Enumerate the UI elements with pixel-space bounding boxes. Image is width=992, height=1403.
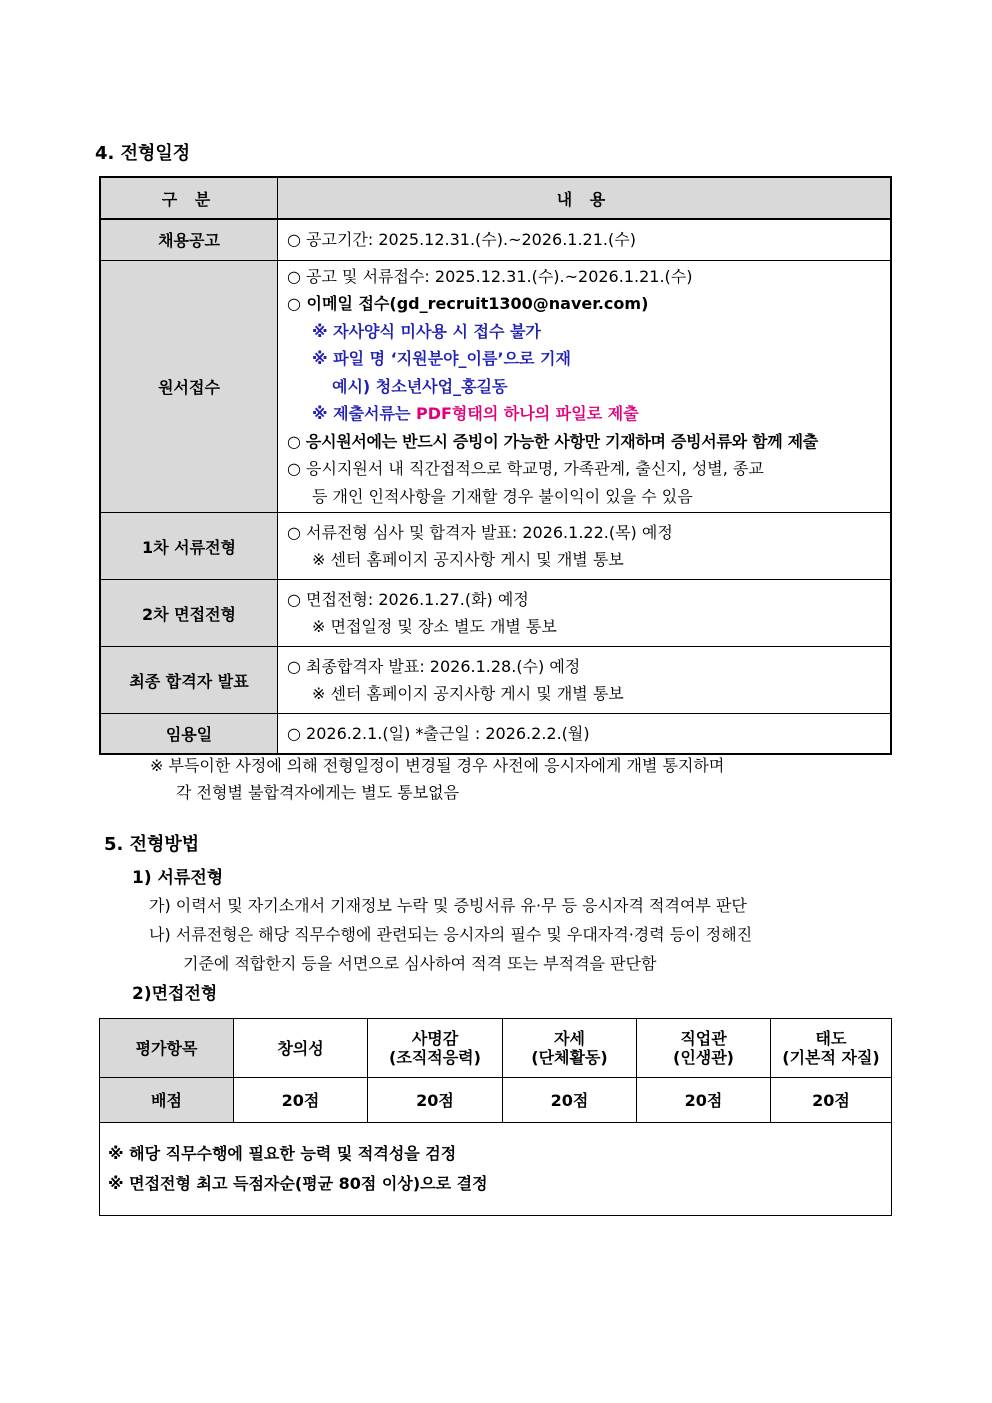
schedule-table <box>99 176 892 755</box>
row-label: 1차 서류전형 <box>100 513 278 580</box>
subsection-interview: 2)면접전형 <box>132 984 218 1004</box>
paragraph-na-cont: 기준에 적합한지 등을 서면으로 심사하여 적격 또는 부적격을 판단함 <box>183 954 657 973</box>
header-cell: 창의성 <box>234 1019 368 1078</box>
table-row <box>100 260 891 513</box>
paragraph-na: 나) 서류전형은 해당 직무수행에 관련되는 응시자의 필수 및 우대자격·경력 등이 정해진 <box>149 925 753 944</box>
schedule-header-category: 구 분 <box>100 177 278 219</box>
section4-title: 4. 전형일정 <box>95 143 191 164</box>
content-line: 등 개인 인적사항을 기재할 경우 불이익이 있을 수 있음 <box>312 486 693 506</box>
header-line: (조직적응력) <box>389 1048 481 1067</box>
header-line: (인생관) <box>673 1048 734 1067</box>
row-content <box>278 580 892 647</box>
row-label: 최종 합격자 발표 <box>100 647 278 714</box>
header-cell <box>637 1019 771 1078</box>
score-cell: 20점 <box>771 1078 892 1123</box>
row-content <box>278 513 892 580</box>
content-text-highlight: PDF형태의 하나의 파일로 제출 <box>415 404 639 423</box>
schedule-header-content: 내 용 <box>278 177 892 219</box>
score-cell: 20점 <box>503 1078 637 1123</box>
content-line: ○ 면접전형: 2026.1.27.(화) 예정 <box>287 590 529 609</box>
row-label: 채용공고 <box>100 219 278 260</box>
table-row <box>100 647 891 714</box>
header-line: 태도 <box>815 1029 847 1048</box>
table-row <box>100 1078 892 1123</box>
content-line: ○ 공고기간: 2025.12.31.(수).~2026.1.21.(수) <box>287 230 636 250</box>
header-cell <box>503 1019 637 1078</box>
row-content <box>278 260 892 513</box>
content-line: ○ 응시원서에는 반드시 증빙이 가능한 사항만 기재하며 증빙서류와 함께 제출 <box>287 431 818 451</box>
content-line: ※ 센터 홈페이지 공지사항 게시 및 개별 통보 <box>312 684 624 703</box>
score-label: 배점 <box>100 1078 234 1123</box>
table-row <box>100 714 891 754</box>
header-line: (기본적 자질) <box>782 1048 880 1067</box>
schedule-note <box>150 752 724 806</box>
content-line: ○ 최종합격자 발표: 2026.1.28.(수) 예정 <box>287 657 581 676</box>
score-cell: 20점 <box>368 1078 503 1123</box>
note-line: ※ 부득이한 사정에 의해 전형일정이 변경될 경우 사전에 응시자에게 개별 통지하며 <box>150 756 725 775</box>
subsection-document: 1) 서류전형 <box>132 868 224 888</box>
content-line: 예시) 청소년사업_홍길동 <box>332 376 508 396</box>
row-content <box>278 647 892 714</box>
table-row <box>100 1123 892 1216</box>
header-line: 직업관 <box>680 1029 727 1048</box>
content-line: ○ 공고 및 서류접수: 2025.12.31.(수).~2026.1.21.(수) <box>287 266 693 286</box>
paragraph-ga: 가) 이력서 및 자기소개서 기재정보 누락 및 증빙서류 유·무 등 응시자격 적격여부 판단 <box>149 896 747 915</box>
score-cell: 20점 <box>637 1078 771 1123</box>
content-line: ※ 자사양식 미사용 시 접수 불가 <box>312 321 541 341</box>
table-row <box>100 219 891 260</box>
table-row <box>100 580 891 647</box>
content-line: ※ 센터 홈페이지 공지사항 게시 및 개별 통보 <box>312 550 624 569</box>
score-cell: 20점 <box>234 1078 368 1123</box>
content-line: ○ 서류전형 심사 및 합격자 발표: 2026.1.22.(목) 예정 <box>287 523 673 542</box>
content-line <box>287 400 882 428</box>
row-label: 임용일 <box>100 714 278 754</box>
content-line: ○ 이메일 접수(gd_recruit1300@naver.com) <box>287 294 649 313</box>
row-content <box>278 714 892 754</box>
content-line: ※ 파일 명 ‘지원분야_이름’으로 기재 <box>312 349 571 368</box>
content-line: ※ 면접일정 및 장소 별도 개별 통보 <box>312 617 557 636</box>
table-row <box>100 1019 892 1078</box>
header-line: (단체활동) <box>531 1048 608 1067</box>
header-line: 사명감 <box>411 1029 459 1048</box>
content-line: ○ 2026.2.1.(일) *출근일 : 2026.2.2.(월) <box>287 723 590 743</box>
section5-title: 5. 전형방법 <box>104 834 200 855</box>
row-content <box>278 219 892 260</box>
header-cell <box>771 1019 892 1078</box>
header-line: 자세 <box>554 1029 585 1048</box>
header-cell: 평가항목 <box>100 1019 234 1078</box>
row-label: 원서접수 <box>100 260 278 513</box>
table-row <box>100 513 891 580</box>
note-line: ※ 면접전형 최고 득점자순(평균 80점 이상)으로 결정 <box>108 1174 488 1193</box>
header-cell <box>368 1019 503 1078</box>
interview-notes <box>100 1123 892 1216</box>
interview-table <box>99 1018 892 1216</box>
note-line: ※ 해당 직무수행에 필요한 능력 및 적격성을 검정 <box>108 1144 457 1163</box>
note-line: 각 전형별 불합격자에게는 별도 통보없음 <box>176 783 460 802</box>
content-text: ※ 제출서류는 <box>312 404 416 423</box>
row-label: 2차 면접전형 <box>100 580 278 647</box>
content-line: ○ 응시지원서 내 직간접적으로 학교명, 가족관계, 출신지, 성별, 종교 <box>287 459 764 478</box>
